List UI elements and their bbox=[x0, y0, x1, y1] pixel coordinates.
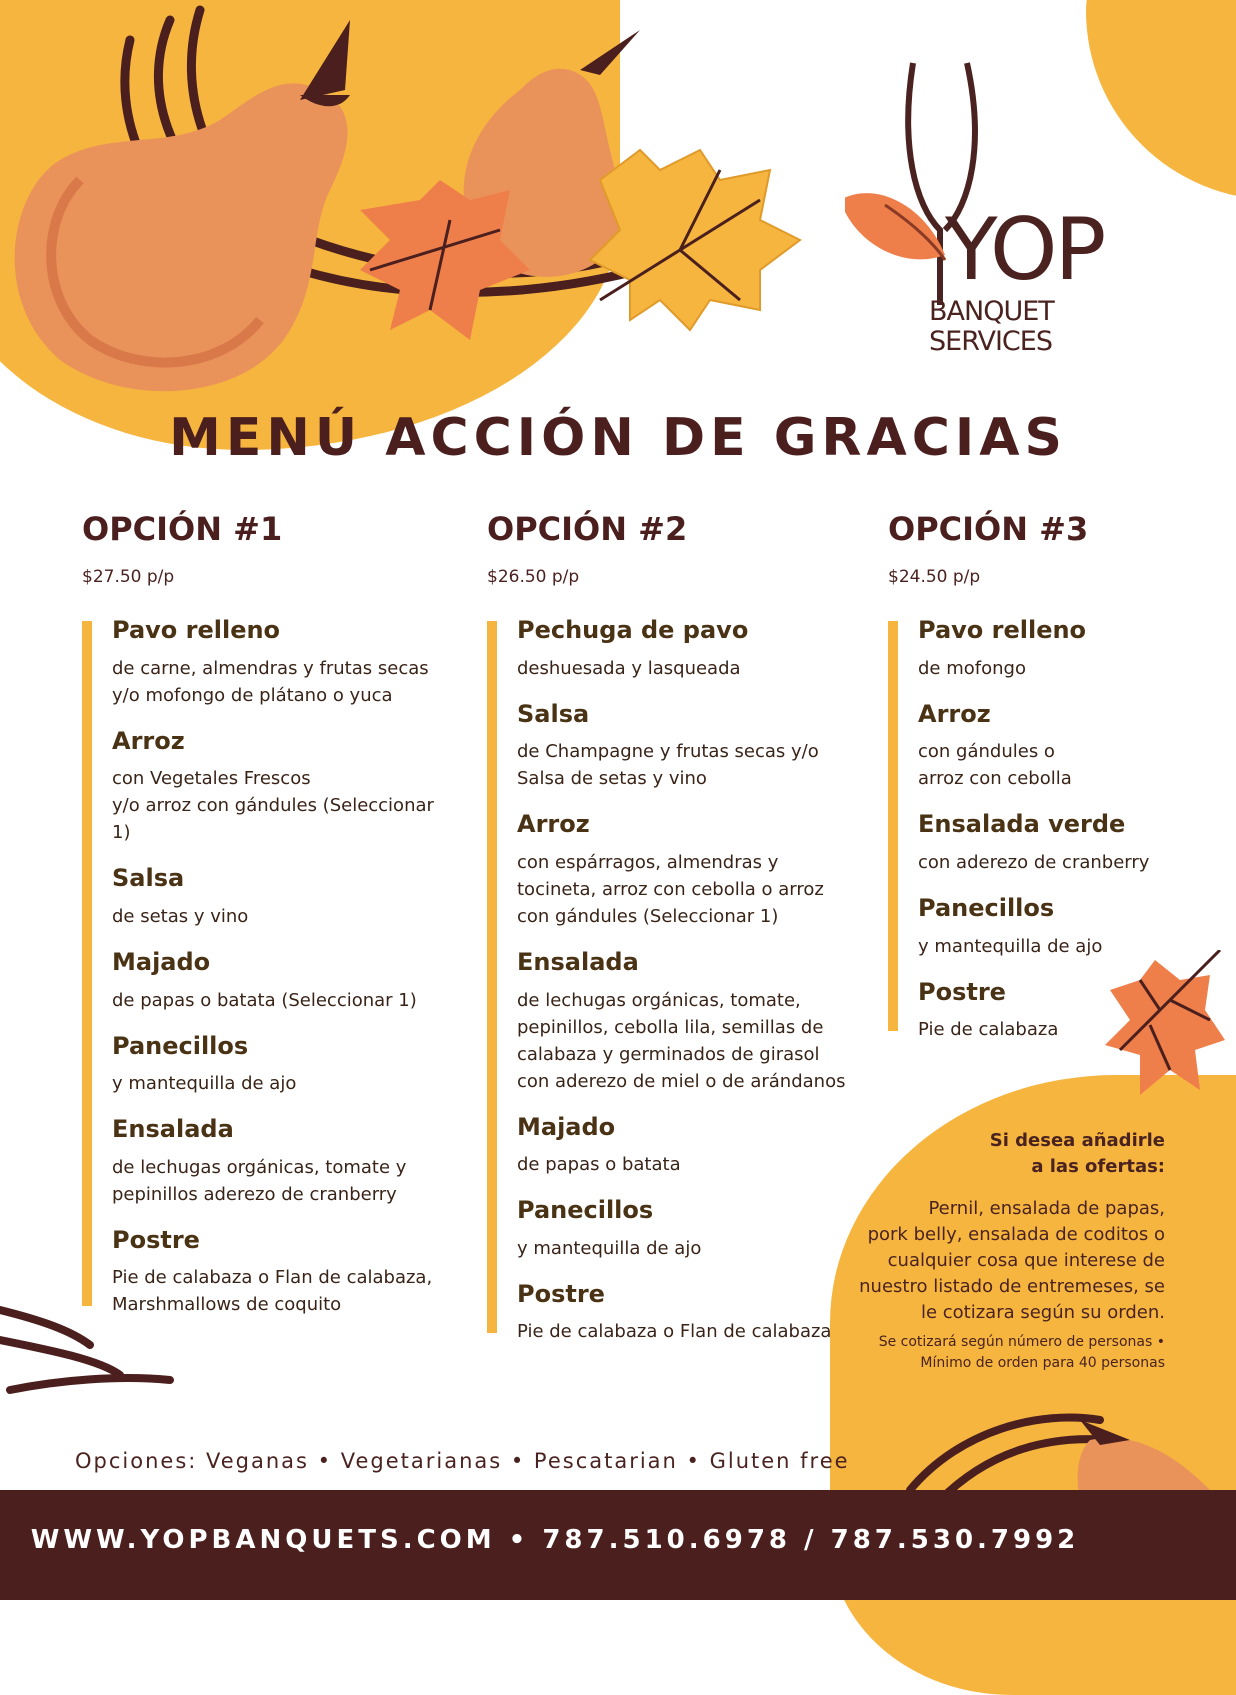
menu-item-list bbox=[82, 617, 452, 1318]
menu-item-desc: de lechugas orgánicas, tomate, pepinillos, cebolla lila, semillas de calabaza y germinados de girasol con aderezo de miel o de arándanos bbox=[517, 989, 846, 1092]
menu-item-name: Majado bbox=[517, 1112, 616, 1141]
option-title: OPCIÓN #3 bbox=[888, 510, 1089, 548]
logo-wordmark: YOP bbox=[945, 200, 1104, 300]
menu-item-desc: y mantequilla de ajo bbox=[112, 1073, 297, 1095]
menu-item-desc: deshuesada y lasqueada bbox=[517, 657, 741, 679]
menu-item-name: Panecillos bbox=[918, 893, 1055, 922]
yop-banquet-logo bbox=[845, 55, 1104, 375]
menu-item-name: Majado bbox=[112, 947, 211, 976]
menu-item-desc: con Vegetales Frescos y/o arroz con gándules (Seleccionar 1) bbox=[112, 768, 434, 844]
addon-body: Pernil, ensalada de papas, pork belly, ensalada de coditos o cualquier cosa que interese de nuestro listado de entremeses, se le cotizara según su orden. bbox=[859, 1198, 1165, 1323]
menu-item-name: Ensalada bbox=[112, 1115, 234, 1144]
addon-heading: Si desea añadirle a las ofertas: bbox=[989, 1130, 1165, 1177]
menu-item-name: Ensalada verde bbox=[918, 810, 1126, 839]
menu-item-name: Postre bbox=[517, 1279, 605, 1308]
option-title: OPCIÓN #1 bbox=[82, 510, 283, 548]
menu-item-name: Panecillos bbox=[517, 1196, 654, 1225]
menu-item-desc: de mofongo bbox=[918, 657, 1026, 679]
menu-item-desc: Pie de calabaza bbox=[918, 1019, 1059, 1041]
butternut-squash-icon bbox=[15, 20, 350, 391]
menu-item-desc: y mantequilla de ajo bbox=[918, 935, 1103, 957]
menu-item-name: Arroz bbox=[517, 810, 590, 839]
menu-item-name: Pavo relleno bbox=[918, 616, 1087, 645]
autumn-leaf-icon bbox=[590, 150, 800, 330]
footer-contact[interactable]: WWW.YOPBANQUETS.COM • 787.510.6978 / 787.530.7992 bbox=[30, 1525, 1080, 1555]
addon-note: Se cotizará según número de personas • Mínimo de orden para 40 personas bbox=[878, 1334, 1165, 1371]
menu-item-name: Pechuga de pavo bbox=[517, 616, 749, 645]
menu-item-desc: de Champagne y frutas secas y/o Salsa de setas y vino bbox=[517, 741, 819, 790]
dietary-options: Opciones: Veganas • Vegetarianas • Pescatarian • Gluten free bbox=[75, 1449, 850, 1473]
menu-item-desc: de setas y vino bbox=[112, 905, 249, 927]
autumn-leaf-icon bbox=[1100, 950, 1230, 1110]
menu-item-name: Panecillos bbox=[112, 1031, 249, 1060]
menu-item-desc: de papas o batata (Seleccionar 1) bbox=[112, 989, 417, 1011]
option-price: $24.50 p/p bbox=[888, 567, 981, 588]
option-price: $27.50 p/p bbox=[82, 567, 175, 588]
menu-item-name: Postre bbox=[112, 1225, 200, 1254]
menu-item-name: Postre bbox=[918, 977, 1006, 1006]
autumn-leaf-icon bbox=[360, 180, 530, 340]
menu-option-1 bbox=[82, 512, 452, 1337]
menu-item-name: Salsa bbox=[517, 699, 590, 728]
menu-item-desc: de papas o batata bbox=[517, 1154, 681, 1176]
option-title: OPCIÓN #2 bbox=[487, 510, 688, 548]
menu-item-desc: con gándules o arroz con cebolla bbox=[918, 741, 1072, 790]
option-price: $26.50 p/p bbox=[487, 567, 580, 588]
menu-item-desc: con aderezo de cranberry bbox=[918, 851, 1150, 873]
background-blob-top-right bbox=[1086, 0, 1236, 200]
addon-offer bbox=[845, 1128, 1165, 1374]
menu-item-name: Arroz bbox=[112, 726, 185, 755]
menu-item-desc: de lechugas orgánicas, tomate y pepinillos aderezo de cranberry bbox=[112, 1156, 407, 1205]
menu-item-desc: Pie de calabaza o Flan de calabaza, Marshmallows de coquito bbox=[112, 1267, 433, 1316]
squash-leaves-illustration bbox=[0, 0, 820, 420]
menu-item-name: Pavo relleno bbox=[112, 616, 281, 645]
menu-item-desc: con espárragos, almendras y tocineta, arroz con cebolla o arroz con gándules (Seleccionar 1) bbox=[517, 851, 824, 927]
swirl-decoration bbox=[0, 1300, 180, 1420]
logo-subtitle: BANQUET SERVICES bbox=[929, 296, 1054, 357]
menu-item-name: Ensalada bbox=[517, 947, 639, 976]
menu-item-desc: de carne, almendras y frutas secas y/o mofongo de plátano o yuca bbox=[112, 657, 429, 706]
menu-option-2 bbox=[487, 512, 857, 1364]
menu-item-desc: Pie de calabaza o Flan de calabaza bbox=[517, 1321, 832, 1343]
menu-item-name: Arroz bbox=[918, 699, 991, 728]
menu-item-desc: y mantequilla de ajo bbox=[517, 1237, 702, 1259]
menu-item-name: Salsa bbox=[112, 864, 185, 893]
page-title: MENÚ ACCIÓN DE GRACIAS bbox=[169, 408, 1067, 468]
menu-item-list bbox=[487, 617, 857, 1345]
